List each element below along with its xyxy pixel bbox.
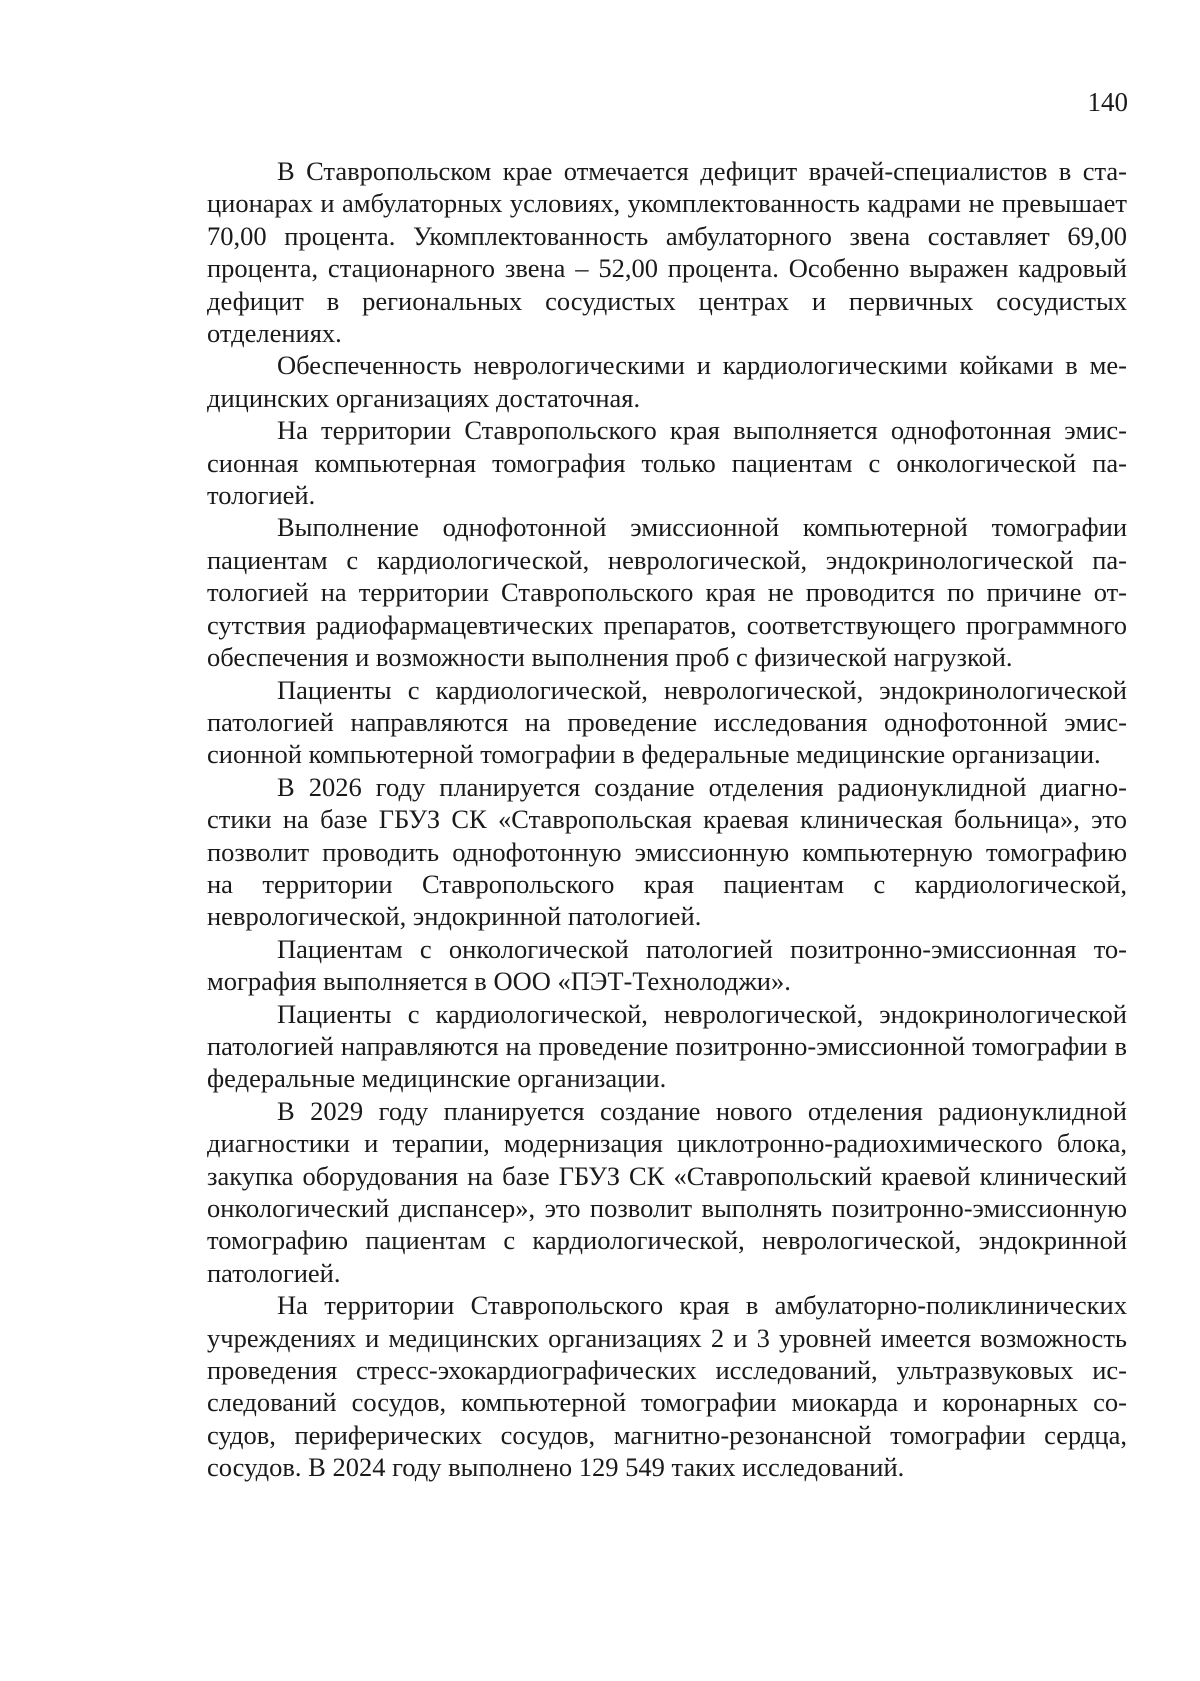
document-body [207, 155, 1127, 1484]
paragraph-2029-plan: В 2029 году планируется создание нового отделения радионуклидной диагностики и терапии, модернизация циклотронно-радиохимического блока, закупка оборудования на базе ГБУЗ СК «Ставропольский краевой клинический онкологический диспансер», это позволит выполнять позитронно-эмиссионную томографию пациентам с кардиологической, неврологической, эндокринной патологией. [207, 1095, 1127, 1288]
paragraph-diagnostics-2024: На территории Ставропольского края в амбулаторно-поликлинических учреждениях и медицинских организациях 2 и 3 уровней имеется возможность проведения стресс-эхокардиографических исследований, ультразвуковых исследований сосудов, компьютерной томографии миокарда и коронарных сосудов, периферических сосудов, магнитно-резонансной томографии сердца, сосудов. В 2024 году выполнено 129 549 таких исследований. [207, 1290, 1127, 1483]
paragraph-bed-capacity: Обеспеченность неврологическими и кардиологическими койками в медицинских организациях достаточная. [207, 350, 1127, 413]
paragraph-spect-oncology: На территории Ставропольского края выполняется однофотонная эмиссионная компьютерная томография только пациентам с онкологической патологией. [207, 415, 1127, 511]
paragraph-2026-plan: В 2026 году планируется создание отделения радионуклидной диагностики на базе ГБУЗ СК «Ставропольская краевая клиническая больница», это позволит проводить однофотонную эмиссионную компьютерную томографию на территории Ставропольского края пациентам с кардиологической, неврологической, эндокринной патологией. [207, 771, 1127, 932]
page-number: 140 [1087, 87, 1128, 117]
paragraph-staff-shortage: В Ставропольском крае отмечается дефицит врачей-специалистов в стационарах и амбулаторных условиях, укомплектованность кадрами не превышает 70,00 процента. Укомплектованность амбулаторного звена составляет 69,00 процента, стационарного звена – 52,00 процента. Особенно выражен кадровый дефицит в региональных сосудистых центрах и первичных сосудистых отделениях. [207, 156, 1127, 349]
paragraph-pet-referral: Пациенты с кардиологической, неврологической, эндокринологической патологией направляются на проведение позитронно-эмиссионной томографии в федеральные медицинские организации. [207, 998, 1127, 1094]
paragraph-spect-referral: Пациенты с кардиологической, неврологической, эндокринологической патологией направляются на проведение исследования однофотонной эмиссионной компьютерной томографии в федеральные медицинские организации. [207, 674, 1127, 770]
paragraph-pet-oncology: Пациентам с онкологической патологией позитронно-эмиссионная томография выполняется в ООО «ПЭТ-Технолоджи». [207, 933, 1127, 997]
paragraph-spect-not-performed: Выполнение однофотонной эмиссионной компьютерной томографии пациентам с кардиологической, неврологической, эндокринологической патологией на территории Ставропольского края не проводится по причине отсутствия радиофармацевтических препаратов, соответствующего программного обеспечения и возможности выполнения проб с физической нагрузкой. [207, 512, 1127, 673]
